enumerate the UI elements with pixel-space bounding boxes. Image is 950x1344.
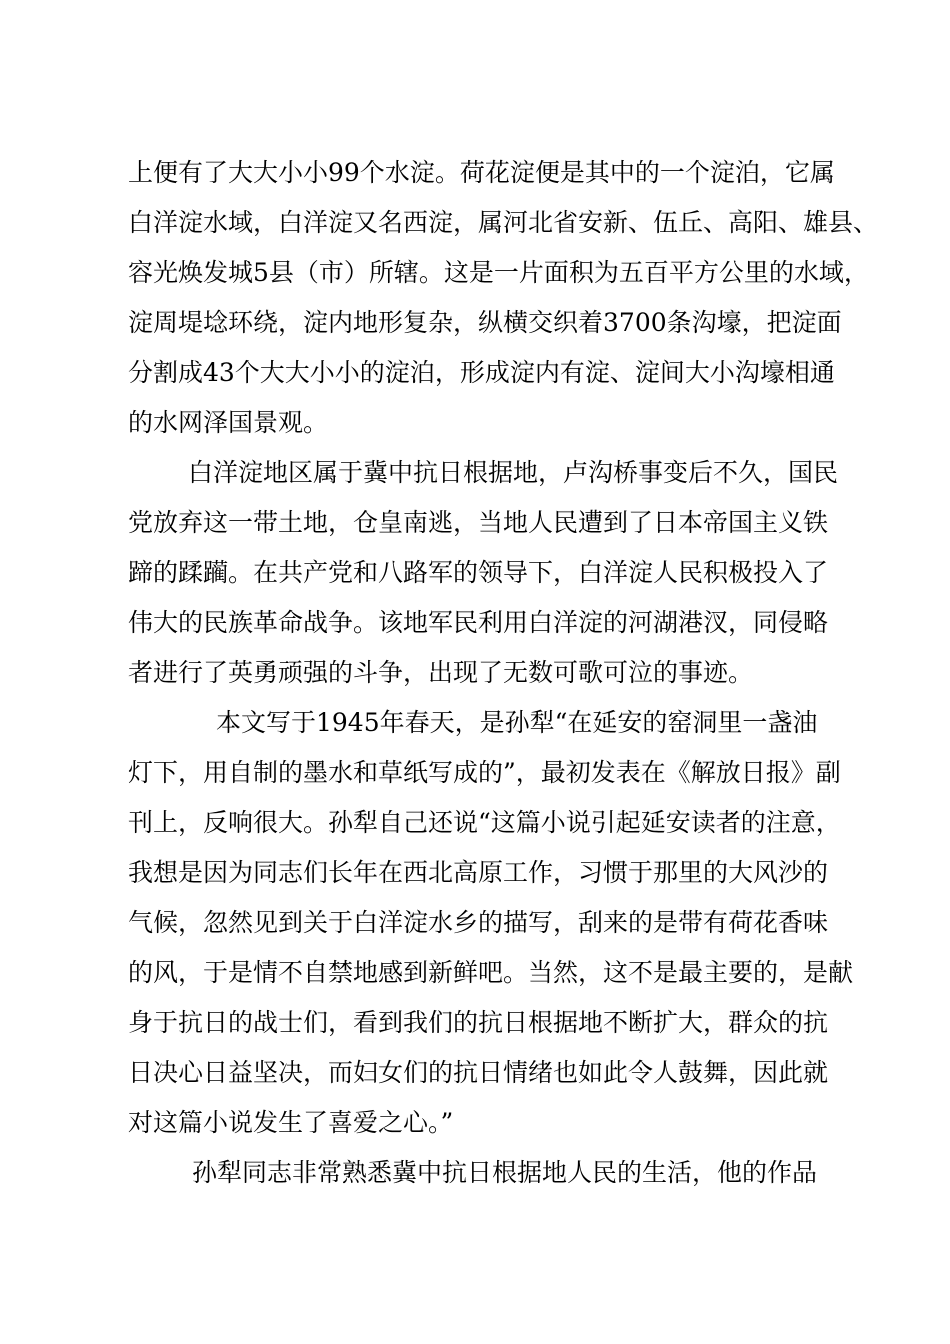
text-line-6: 的水网泽国景观。 [128,408,329,437]
text-line-18: 身于抗日的战士们，看到我们的抗日根据地不断扩大，群众的抗 [128,1008,829,1037]
text-line-15: 我想是因为同志们长年在西北高原工作，习惯于那里的大风沙的 [128,858,829,887]
text-line-16: 气候，忽然见到关于白洋淀水乡的描写，刮来的是带有荷花香味 [128,908,829,937]
text-line-5: 分割成43个大大小小的淀泊，形成淀内有淀、淀间大小沟壕相通 [128,358,835,387]
text-line-14: 刊上，反响很大。孙犁自己还说“这篇小说引起延安读者的注意， [128,808,841,837]
text-line-8: 党放弃这一带土地，仓皇南逃，当地人民遭到了日本帝国主义铁 [128,508,829,537]
text-line-11: 者进行了英勇顽强的斗争，出现了无数可歌可泣的事迹。 [128,658,754,687]
text-line-20: 对这篇小说发生了喜爱之心。” [128,1108,454,1137]
text-line-21: 孙犁同志非常熟悉冀中抗日根据地人民的生活，他的作品 [192,1158,818,1187]
text-line-19: 日决心日益坚决，而妇女们的抗日情绪也如此令人鼓舞，因此就 [128,1058,829,1087]
text-line-4: 淀周堤埝环绕，淀内地形复杂，纵横交织着3700条沟壕，把淀面 [128,308,842,337]
text-line-17: 的风，于是情不自禁地感到新鲜吧。当然，这不是最主要的，是献 [128,958,854,987]
text-line-9: 蹄的蹂躏。在共产党和八路军的领导下，白洋淀人民积极投入了 [128,558,829,587]
text-line-10: 伟大的民族革命战争。该地军民利用白洋淀的河湖港汊，同侵略 [128,608,829,637]
text-line-12: 本文写于1945年春天，是孙犁“在延安的窑洞里一盏油 [216,708,818,737]
text-line-3: 容光焕发城5县（市）所辖。这是一片面积为五百平方公里的水域， [128,258,869,287]
text-line-13: 灯下，用自制的墨水和草纸写成的”，最初发表在《解放日报》副 [128,758,841,787]
text-line-2: 白洋淀水域，白洋淀又名西淀，属河北省安新、伍丘、高阳、雄县、 [128,208,879,237]
text-line-1: 上便有了大大小小99个水淀。荷花淀便是其中的一个淀泊，它属 [128,158,835,187]
text-line-7: 白洋淀地区属于冀中抗日根据地，卢沟桥事变后不久，国民 [188,458,839,487]
